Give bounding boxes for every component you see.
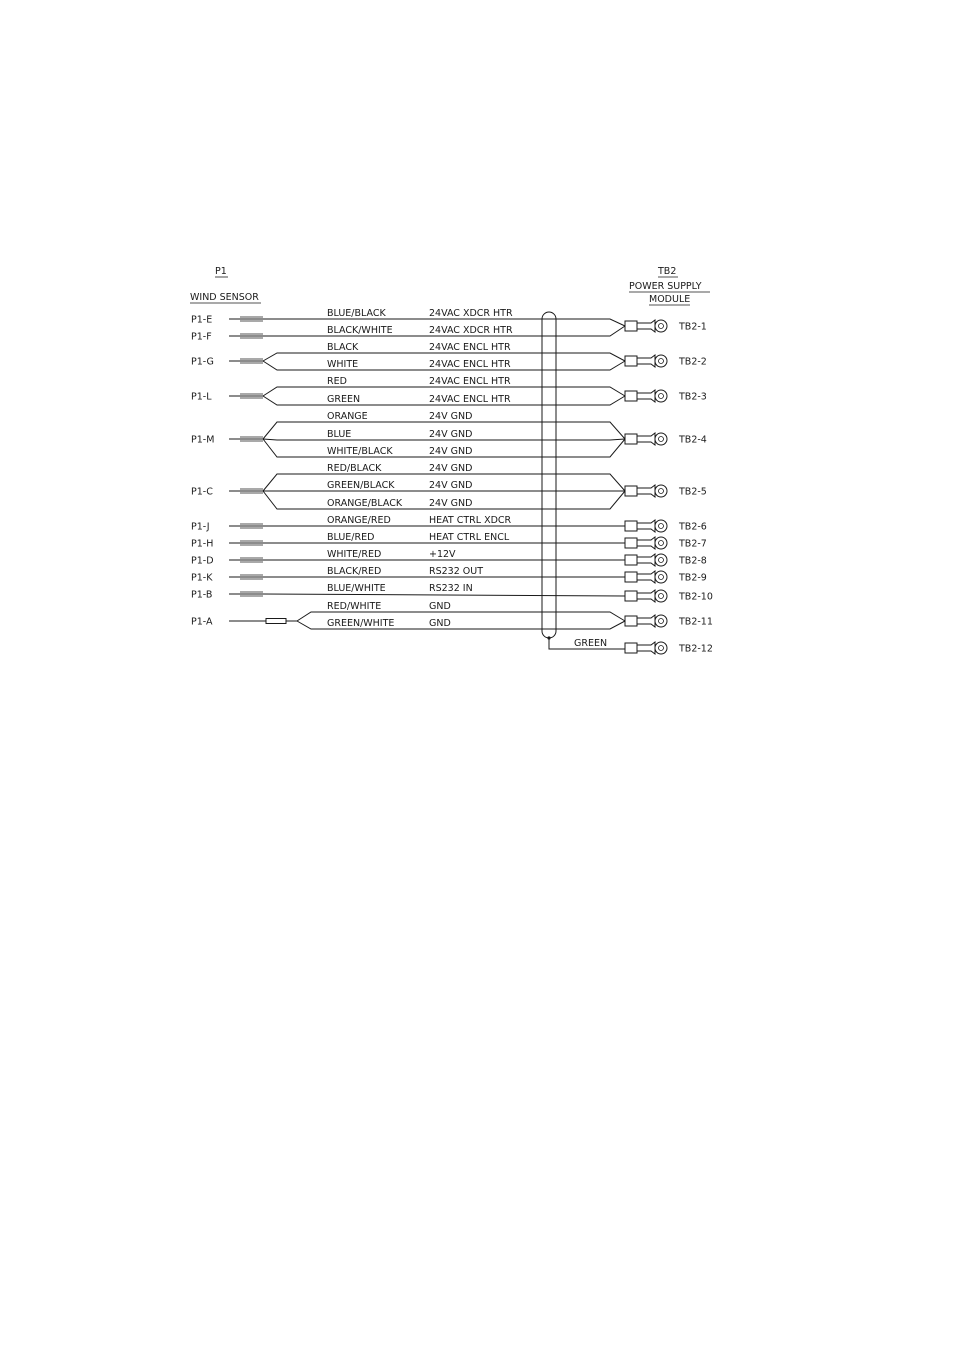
wire-color-label: GREEN/WHITE bbox=[327, 618, 395, 629]
wire-signal-label: 24V GND bbox=[429, 429, 473, 440]
terminal-neck bbox=[637, 537, 655, 549]
pin-label: P1-H bbox=[191, 538, 214, 550]
wire-signal-label: 24V GND bbox=[429, 498, 473, 509]
wire-color-label: GREEN bbox=[327, 394, 361, 405]
pin-label: P1-A bbox=[191, 616, 213, 628]
terminal-label: TB2-2 bbox=[679, 356, 707, 368]
wire-color-label: BLACK/RED bbox=[327, 566, 382, 577]
terminal-neck bbox=[637, 320, 655, 332]
ring-terminal-icon bbox=[625, 520, 667, 532]
wire-signal-label: RS232 OUT bbox=[429, 566, 484, 577]
pin-label: P1-C bbox=[191, 486, 213, 498]
wire-layer bbox=[263, 308, 625, 629]
terminal-crimp bbox=[625, 616, 637, 626]
pin-label: P1-M bbox=[191, 434, 215, 446]
p1-title: P1 bbox=[215, 266, 227, 277]
terminal-ring bbox=[655, 390, 667, 402]
terminal-ring bbox=[655, 520, 667, 532]
ring-terminal-icon bbox=[625, 615, 667, 627]
tb2-subtitle-line-1: POWER SUPPLY bbox=[629, 281, 702, 292]
ring-terminal-icon bbox=[625, 433, 667, 445]
wire-signal-label: GND bbox=[429, 601, 451, 612]
ring-terminal-icon bbox=[625, 355, 667, 367]
terminal-crimp bbox=[625, 391, 637, 401]
terminal-neck bbox=[637, 390, 655, 402]
wire-signal-label: 24V GND bbox=[429, 411, 473, 422]
wire-signal-label: 24V GND bbox=[429, 446, 473, 457]
wire-color-label: ORANGE bbox=[327, 411, 368, 422]
terminal-neck bbox=[637, 433, 655, 445]
wire-color-label: RED/BLACK bbox=[327, 463, 382, 474]
tb2-terminal-layer bbox=[625, 320, 713, 655]
terminal-ring bbox=[655, 615, 667, 627]
wire bbox=[263, 594, 625, 596]
wire-color-label: BLUE/WHITE bbox=[327, 583, 386, 594]
terminal-neck bbox=[637, 615, 655, 627]
terminal-ring bbox=[655, 485, 667, 497]
terminal-ring bbox=[655, 320, 667, 332]
terminal-label: TB2-3 bbox=[679, 391, 707, 403]
terminal-label: TB2-6 bbox=[679, 521, 707, 533]
wire-signal-label: HEAT CTRL XDCR bbox=[429, 515, 512, 526]
terminal-ring bbox=[655, 355, 667, 367]
terminal-ring bbox=[655, 642, 667, 654]
terminal-crimp bbox=[625, 486, 637, 496]
wire-color-label: BLUE/RED bbox=[327, 532, 375, 543]
ring-terminal-icon bbox=[625, 320, 667, 332]
wire-color-label: BLUE bbox=[327, 429, 352, 440]
pin-label: P1-G bbox=[191, 356, 214, 368]
p1-pin-layer bbox=[191, 315, 297, 628]
terminal-neck bbox=[637, 571, 655, 583]
terminal-neck bbox=[637, 554, 655, 566]
pin-label: P1-L bbox=[191, 391, 212, 403]
terminal-neck bbox=[637, 355, 655, 367]
terminal-crimp bbox=[625, 643, 637, 653]
tb2-subtitle-line-2: MODULE bbox=[649, 294, 691, 305]
wire-signal-label: 24VAC XDCR HTR bbox=[429, 308, 513, 319]
terminal-ring bbox=[655, 554, 667, 566]
terminal-label: TB2-11 bbox=[679, 616, 713, 628]
ring-terminal-icon bbox=[625, 537, 667, 549]
wire-color-label: GREEN/BLACK bbox=[327, 480, 395, 491]
wire-signal-label: 24VAC ENCL HTR bbox=[429, 342, 511, 353]
terminal-ring bbox=[655, 571, 667, 583]
terminal-label: TB2-7 bbox=[679, 538, 707, 550]
pin-label: P1-E bbox=[191, 314, 213, 326]
shield-drain-junction bbox=[547, 636, 550, 639]
wire-color-label: WHITE bbox=[327, 359, 359, 370]
ring-terminal-icon bbox=[625, 485, 667, 497]
terminal-label: TB2-5 bbox=[679, 486, 707, 498]
wire-signal-label: 24V GND bbox=[429, 463, 473, 474]
terminal-label: TB2-10 bbox=[679, 591, 713, 603]
shield-drain-label: GREEN bbox=[574, 638, 608, 649]
tb2-title: TB2 bbox=[658, 266, 677, 277]
wire-signal-label: +12V bbox=[429, 549, 456, 560]
wire-color-label: ORANGE/RED bbox=[327, 515, 391, 526]
terminal-crimp bbox=[625, 538, 637, 548]
terminal-crimp bbox=[625, 356, 637, 366]
terminal-crimp bbox=[625, 591, 637, 601]
terminal-label: TB2-1 bbox=[679, 321, 707, 333]
terminal-label: TB2-8 bbox=[679, 555, 707, 567]
terminal-neck bbox=[637, 485, 655, 497]
wire-color-label: BLACK bbox=[327, 342, 359, 353]
wire-signal-label: 24V GND bbox=[429, 480, 473, 491]
pin-label: P1-B bbox=[191, 589, 213, 601]
terminal-ring bbox=[655, 433, 667, 445]
terminal-crimp bbox=[625, 572, 637, 582]
p1-subtitle: WIND SENSOR bbox=[190, 292, 259, 303]
wire-signal-label: GND bbox=[429, 618, 451, 629]
terminal-ring bbox=[655, 590, 667, 602]
ring-terminal-icon bbox=[625, 642, 667, 654]
terminal-crimp bbox=[625, 555, 637, 565]
terminal-label: TB2-9 bbox=[679, 572, 707, 584]
pin-label: P1-F bbox=[191, 331, 212, 343]
ring-terminal-icon bbox=[625, 590, 667, 602]
ring-terminal-icon bbox=[625, 571, 667, 583]
terminal-crimp bbox=[625, 321, 637, 331]
wire-signal-label: RS232 IN bbox=[429, 583, 473, 594]
cable-shield-jacket bbox=[542, 312, 556, 638]
terminal-label: TB2-4 bbox=[679, 434, 707, 446]
wire-color-label: WHITE/RED bbox=[327, 549, 382, 560]
terminal-neck bbox=[637, 520, 655, 532]
terminal-neck bbox=[637, 590, 655, 602]
pin-label: P1-D bbox=[191, 555, 214, 567]
terminal-crimp bbox=[625, 434, 637, 444]
splice-sleeve bbox=[266, 619, 286, 624]
wire-color-label: RED/WHITE bbox=[327, 601, 382, 612]
pin-label: P1-J bbox=[191, 521, 210, 533]
wire-color-label: ORANGE/BLACK bbox=[327, 498, 403, 509]
pin-label: P1-K bbox=[191, 572, 213, 584]
terminal-neck bbox=[637, 642, 655, 654]
ring-terminal-icon bbox=[625, 390, 667, 402]
terminal-ring bbox=[655, 537, 667, 549]
wire-signal-label: 24VAC ENCL HTR bbox=[429, 359, 511, 370]
wire-signal-label: 24VAC XDCR HTR bbox=[429, 325, 513, 336]
wire-color-label: BLUE/BLACK bbox=[327, 308, 386, 319]
terminal-crimp bbox=[625, 521, 637, 531]
wire-signal-label: HEAT CTRL ENCL bbox=[429, 532, 510, 543]
ring-terminal-icon bbox=[625, 554, 667, 566]
terminal-label: TB2-12 bbox=[679, 643, 713, 655]
wire-signal-label: 24VAC ENCL HTR bbox=[429, 394, 511, 405]
wire-color-label: RED bbox=[327, 376, 347, 387]
wire-color-label: WHITE/BLACK bbox=[327, 446, 393, 457]
wire-signal-label: 24VAC ENCL HTR bbox=[429, 376, 511, 387]
wire-color-label: BLACK/WHITE bbox=[327, 325, 393, 336]
